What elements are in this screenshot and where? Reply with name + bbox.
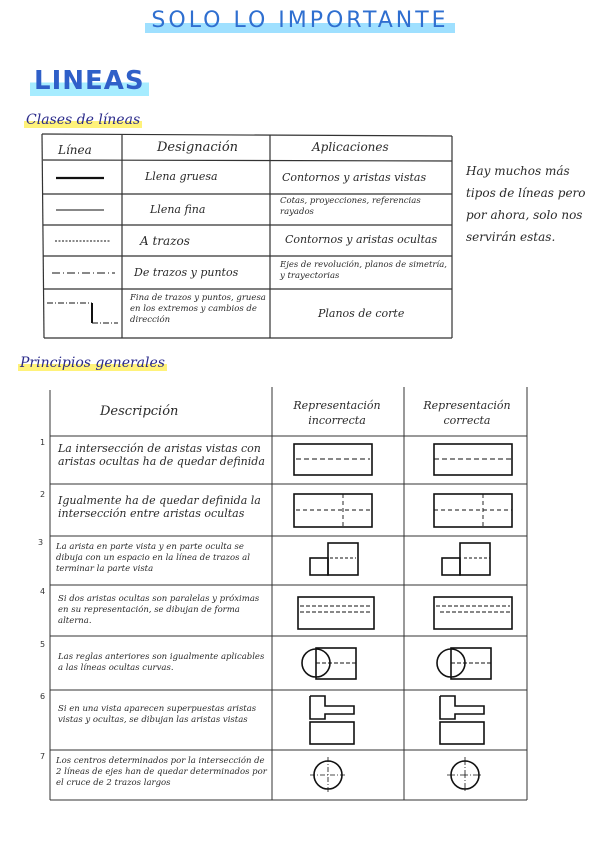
header-linea: Línea (58, 143, 92, 157)
row3-incorrect-figure (310, 543, 358, 575)
row4-incorrect-figure (298, 597, 374, 629)
application-3: Contornos y aristas ocultas (285, 233, 438, 246)
designation-2: Llena fina (150, 203, 206, 216)
principle-2: Igualmente ha de quedar definida la intersección entre aristas ocultas (58, 494, 261, 520)
row5-incorrect-figure (302, 648, 356, 679)
principle-1: La intersección de aristas vistas con aristas ocultas ha de quedar definida (58, 442, 265, 468)
principle-4: Si dos aristas ocultas son paralelas y próximas en su representación, se dibujan de forma alterna. (58, 594, 260, 626)
application-1: Contornos y aristas vistas (282, 171, 427, 184)
principle-7: Los centros determinados por la intersección de 2 líneas de ejes han de quedar determinados por el cruce de 2 trazos largos (56, 756, 267, 788)
header-aplicaciones: Aplicaciones (312, 140, 389, 154)
row7-correct-figure (447, 757, 483, 793)
row-number-2: 2 (40, 490, 46, 499)
header-designacion: Designación (157, 140, 239, 155)
cutting-plane-line-sample (47, 303, 118, 323)
row-number-1: 1 (40, 438, 46, 447)
lines-subtitle-text: Clases de líneas (26, 112, 141, 128)
row-number-5: 5 (40, 640, 46, 649)
header-descripcion: Descripción (100, 404, 179, 419)
designation-3: A trazos (140, 234, 190, 248)
row6-incorrect-figure (310, 696, 354, 744)
row-number-6: 6 (40, 692, 46, 701)
page-title-text: SOLO LO IMPORTANTE (145, 8, 454, 33)
row2-incorrect-figure (294, 494, 372, 527)
principle-3: La arista en parte vista y en parte oculta se dibuja con un espacio en la línea de trazos al terminar la parte vista (56, 542, 250, 574)
principle-5: Las reglas anteriores son igualmente aplicables a las líneas ocultas curvas. (58, 652, 265, 673)
application-4: Ejes de revolución, planos de simetría, y trayectorias (280, 260, 447, 281)
application-2: Cotas, proyecciones, referencias rayados (280, 196, 421, 217)
principle-6: Si en una vista aparecen superpuestas aristas vistas y ocultas, se dibujan las aristas vistas (58, 704, 257, 725)
row2-correct-figure (434, 494, 512, 527)
side-note: Hay muchos más tipos de líneas pero por ahora, solo nos servirán estas. (466, 164, 586, 244)
row5-correct-figure (437, 648, 491, 679)
row1-correct-figure (434, 444, 512, 475)
principles-subtitle (18, 355, 167, 371)
row-number-4: 4 (40, 587, 46, 596)
designation-1: Llena gruesa (145, 170, 218, 183)
designation-4: De trazos y puntos (134, 266, 239, 279)
header-correcta: Representación correcta (423, 399, 511, 427)
row-number-3: 3 (38, 538, 44, 547)
designation-5: Fina de trazos y puntos, gruesa en los extremos y cambios de dirección (130, 293, 266, 325)
application-5: Planos de corte (318, 307, 405, 320)
row6-correct-figure (440, 696, 484, 744)
row3-correct-figure (442, 543, 490, 575)
header-incorrecta: Representación incorrecta (293, 399, 381, 427)
row4-correct-figure (434, 597, 512, 629)
row1-incorrect-figure (294, 444, 372, 475)
section-title-text: LINEAS (30, 66, 149, 96)
row7-incorrect-figure (310, 757, 346, 793)
row-number-7: 7 (40, 752, 46, 761)
principles-subtitle-text: Principios generales (20, 355, 165, 371)
